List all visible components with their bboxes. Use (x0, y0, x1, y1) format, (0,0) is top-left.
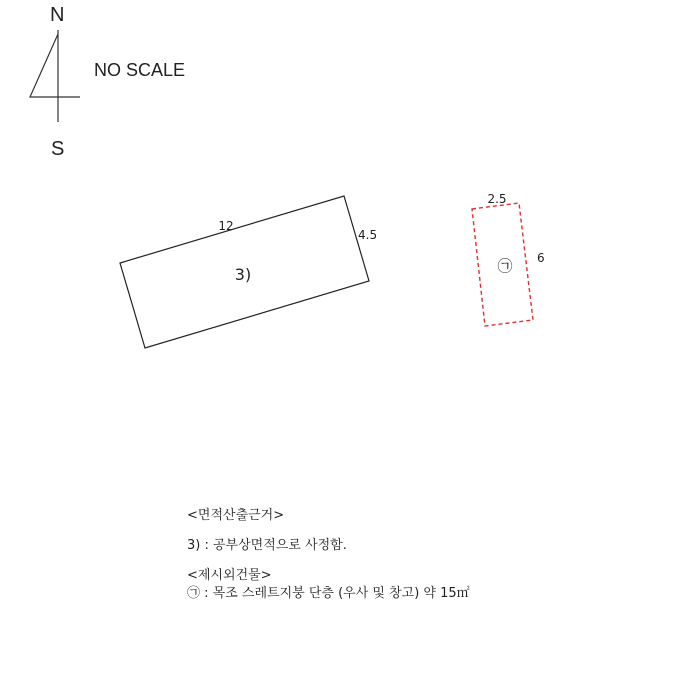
compass-south-label: S (51, 138, 65, 160)
building-3-length: 12 (218, 219, 234, 233)
building-a-length: 6 (537, 251, 545, 265)
extra-building-heading: <제시외건물> (187, 568, 272, 583)
building-3-label: 3) (234, 265, 252, 284)
compass-north-label: N (50, 4, 65, 26)
extra-building-line: ㉠ : 목조 스레트지붕 단층 (우사 및 창고) 약 15㎡ (187, 586, 470, 601)
area-basis-line: 3) : 공부상면적으로 사정함. (187, 538, 347, 553)
area-basis-heading: <면적산출근거> (187, 508, 285, 523)
building-a-label: ㉠ (497, 257, 513, 275)
building-3-width: 4.5 (358, 228, 378, 242)
building-a-width: 2.5 (487, 192, 507, 206)
north-arrow-icon (30, 30, 80, 122)
scale-label: NO SCALE (94, 60, 186, 80)
notes-block (187, 507, 470, 603)
